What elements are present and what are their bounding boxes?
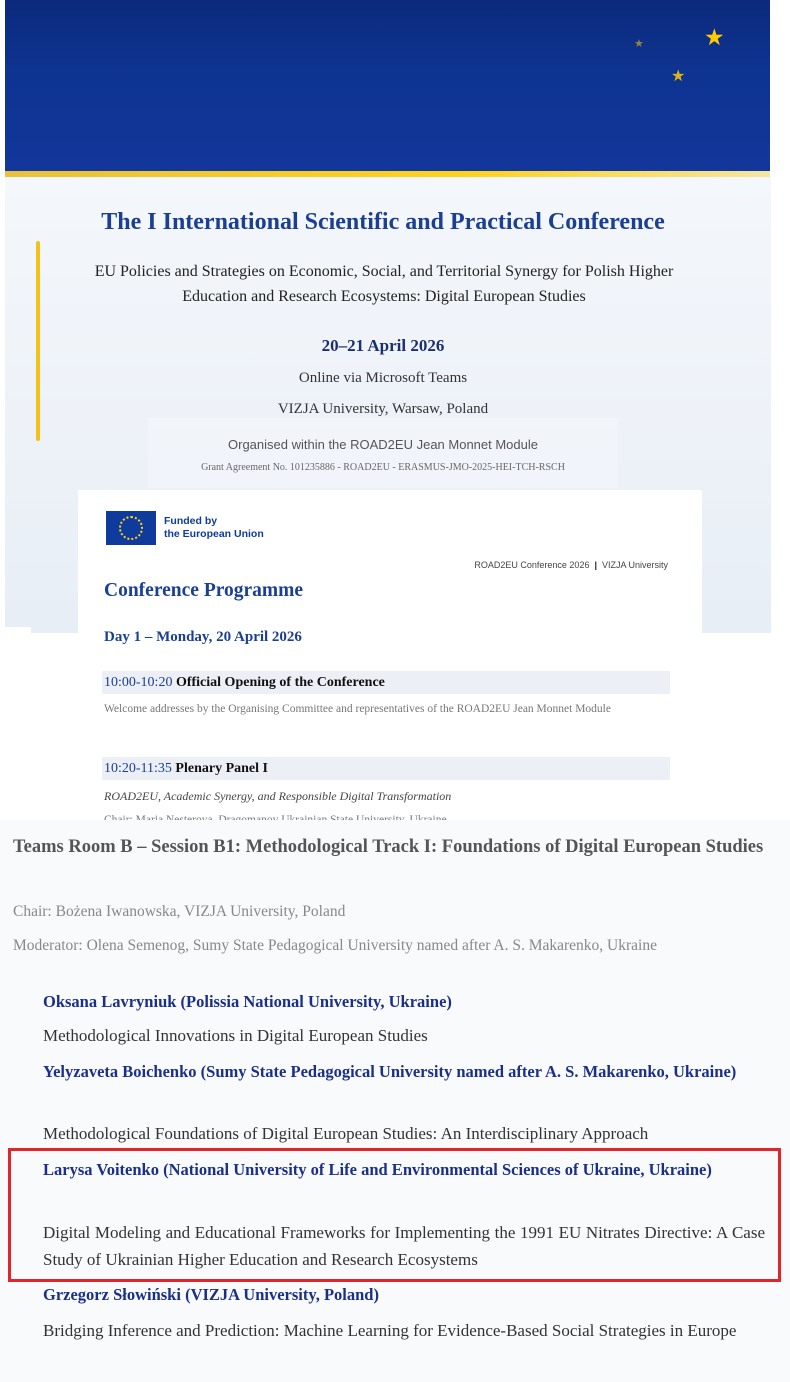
eu-funding-line1: Funded by bbox=[164, 515, 218, 527]
slot-description: Welcome addresses by the Organising Committee and representatives of the ROAD2EU Jean Monnet Module bbox=[104, 703, 611, 715]
paper-title: Bridging Inference and Prediction: Machine Learning for Evidence-Based Social Strategies in Europe bbox=[43, 1321, 737, 1340]
paper-author: Grzegorz Słowiński (VIZJA University, Poland) bbox=[43, 1285, 379, 1304]
running-header-separator: | bbox=[594, 560, 597, 570]
programme-running-header bbox=[474, 560, 668, 570]
programme-slot bbox=[102, 757, 670, 780]
slot-title: Official Opening of the Conference bbox=[175, 675, 385, 690]
slot-time: 10:20-11:35 bbox=[104, 761, 172, 776]
conference-dates: 20–21 April 2026 bbox=[321, 336, 445, 355]
slot-theme: ROAD2EU, Academic Synergy, and Responsible Digital Transformation bbox=[104, 789, 452, 803]
star-icon: ★ bbox=[671, 66, 686, 85]
hero-overlay bbox=[148, 418, 618, 488]
header-banner bbox=[5, 0, 770, 172]
running-header-left: ROAD2EU Conference 2026 bbox=[474, 560, 590, 570]
highlighted-paper-box bbox=[8, 1148, 781, 1282]
session-moderator: Moderator: Olena Semenog, Sumy State Pedagogical University named after A. S. Makarenko, Ukraine bbox=[13, 937, 657, 954]
paper-author: Larysa Voitenko (National University of Life and Environmental Sciences of Ukraine, Ukraine) bbox=[43, 1160, 712, 1179]
running-header-right: VIZJA University bbox=[601, 560, 668, 570]
paper-author: Yelyzaveta Boichenko (Sumy State Pedagogical University named after A. S. Makarenko, Ukraine) bbox=[43, 1062, 737, 1081]
conference-online: Online via Microsoft Teams bbox=[298, 370, 468, 386]
conference-subtitle: EU Policies and Strategies on Economic, Social, and Territorial Synergy for Polish Higher Education and Research Ecosystems: Digital European Studies bbox=[94, 263, 674, 305]
session-title: Teams Room B – Session B1: Methodological Track I: Foundations of Digital European Studies bbox=[13, 837, 764, 857]
eu-funding-logo bbox=[104, 509, 280, 547]
paper-title: Digital Modeling and Educational Frameworks for Implementing the 1991 EU Nitrates Directive: A Case Study of Ukrainian Higher Education and Research Ecosystems bbox=[43, 1223, 765, 1269]
conference-venue: VIZJA University, Warsaw, Poland bbox=[277, 401, 489, 417]
conference-title: The I International Scientific and Practical Conference bbox=[101, 209, 665, 235]
paper-title: Methodological Innovations in Digital European Studies bbox=[43, 1026, 428, 1045]
eu-flag-icon bbox=[106, 511, 156, 545]
paper-author: Oksana Lavryniuk (Polissia National University, Ukraine) bbox=[43, 992, 452, 1011]
slot-title: Plenary Panel I bbox=[175, 761, 268, 776]
star-icon: ★ bbox=[634, 37, 644, 50]
programme-title: Conference Programme bbox=[104, 580, 304, 601]
programme-slot bbox=[102, 671, 670, 694]
grant-agreement: Grant Agreement No. 101235886 - ROAD2EU - ERASMUS-JMO-2025-HEI-TCH-RSCH bbox=[201, 462, 565, 473]
day-heading: Day 1 – Monday, 20 April 2026 bbox=[104, 629, 302, 645]
programme-card bbox=[78, 490, 702, 820]
star-icon: ★ bbox=[704, 25, 725, 51]
paper-title: Methodological Foundations of Digital European Studies: An Interdisciplinary Approach bbox=[43, 1124, 649, 1143]
conference-module: Organised within the ROAD2EU Jean Monnet Module bbox=[228, 437, 538, 452]
slot-time: 10:00-10:20 bbox=[104, 675, 173, 690]
session-chair: Chair: Bożena Iwanowska, VIZJA University, Poland bbox=[13, 903, 346, 920]
eu-funding-text bbox=[164, 515, 264, 541]
spacer bbox=[5, 627, 31, 633]
eu-funding-line2: the European Union bbox=[164, 528, 264, 540]
